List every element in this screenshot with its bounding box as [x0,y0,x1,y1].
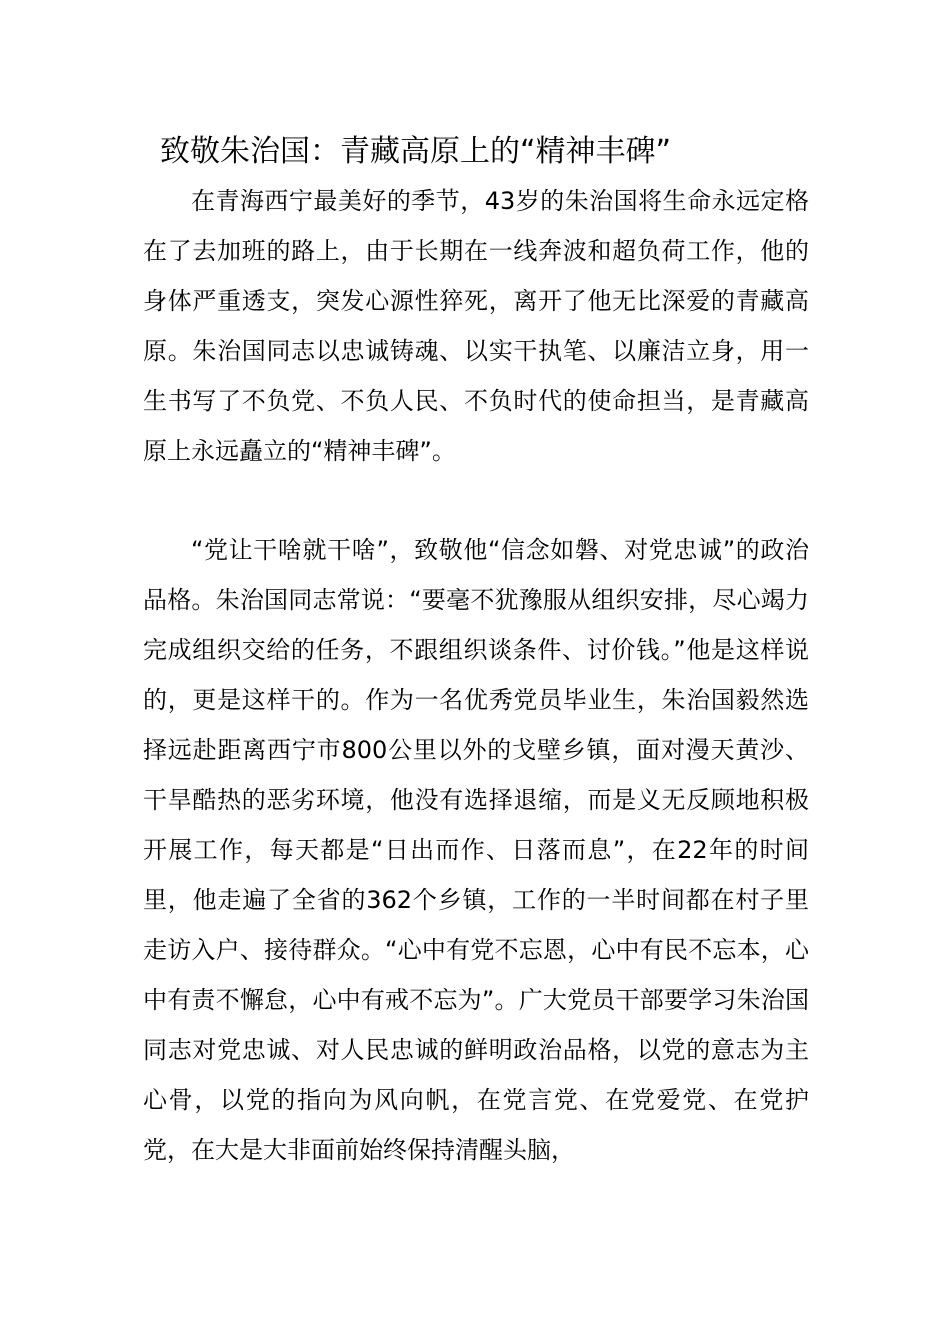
paragraph-2: “党让干啥就干啥”，致敬他“信念如磐、对党忠诚”的政治品格。朱治国同志常说：“要毫不犹豫服从组织安排，尽心竭力完成组织交给的任务，不跟组织谈条件、讨价钱。”他是这样说的，更是这样干的。作为一名优秀党员毕业生，朱治国毅然选择远赴距离西宁市800公里以外的戈壁乡镇，面对漫天黄沙、干旱酷热的恶劣环境，他没有选择退缩，而是义无反顾地积极开展工作，每天都是“日出而作、日落而息”，在22年的时间里，他走遍了全省的362个乡镇，工作的一半时间都在村子里走访入户、接待群众。“心中有党不忘恩，心中有民不忘本，心中有责不懈怠，心中有戒不忘为”。广大党员干部要学习朱治国同志对党忠诚、对人民忠诚的鲜明政治品格，以党的意志为主心骨，以党的指向为风向帆，在党言党、在党爱党、在党护党，在大是大非面前始终保持清醒头脑， [143,536,809,1164]
paragraph-1: 在青海西宁最美好的季节，43岁的朱治国将生命永远定格在了去加班的路上，由于长期在一线奔波和超负荷工作，他的身体严重透支，突发心源性猝死，离开了他无比深爱的青藏高原。朱治国同志以忠诚铸魂、以实干执笔、以廉洁立身，用一生书写了不负党、不负人民、不负时代的使命担当，是青藏高原上永远矗立的“精神丰碑”。 [143,187,809,465]
document-title: 致敬朱治国：青藏高原上的“精神丰碑” [160,134,672,169]
